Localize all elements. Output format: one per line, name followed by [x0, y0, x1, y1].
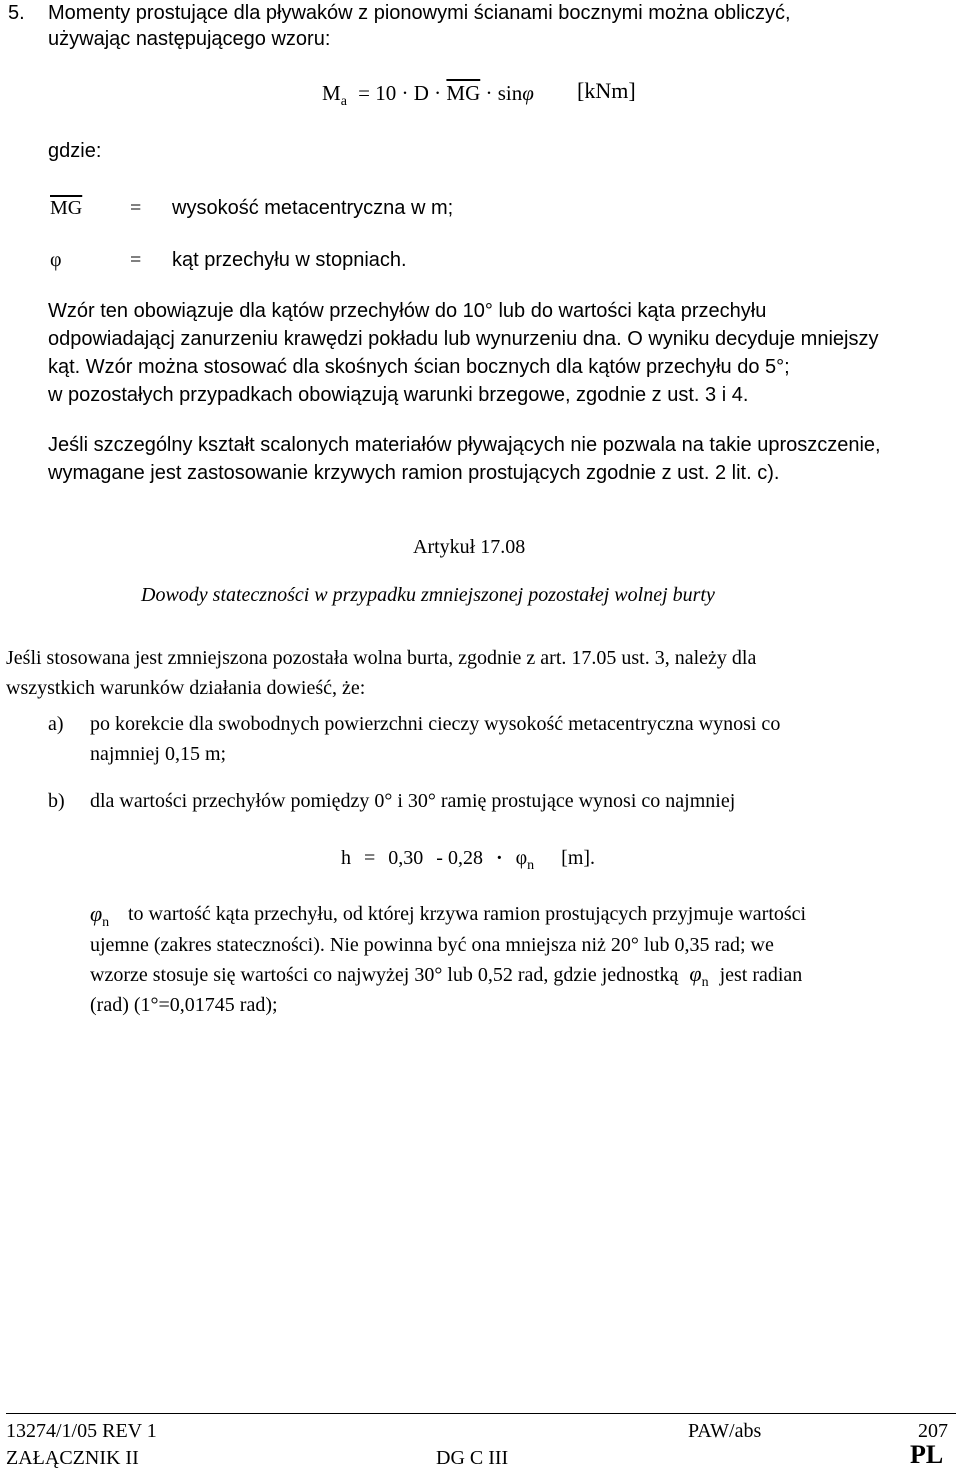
phi-inline-sub: n [701, 975, 709, 990]
item-line-1: Momenty prostujące dla pływaków z pionowymi ścianami bocznymi można obliczyć, [48, 2, 791, 24]
def-symbol-phi: φ [50, 249, 62, 271]
list-a-label: a) [48, 713, 64, 735]
phi-para-line-3-end: jest radian [719, 964, 803, 986]
formula2-h: h [341, 847, 351, 869]
intro-line-2: wszystkich warunków działania dowieść, że: [6, 677, 366, 699]
where-label: gdzie: [48, 140, 102, 162]
def-text-phi: kąt przechyłu w stopniach. [172, 249, 407, 271]
formula2-phi: φ [515, 847, 528, 869]
formula-phi: φ [522, 81, 534, 105]
list-a-line-2: najmniej 0,15 m; [90, 743, 227, 765]
formula-lhs-sub: a [340, 94, 347, 109]
para2-line-1: Jeśli szczególny kształt scalonych materiałów pływających nie pozwala na takie uproszczenie, [48, 434, 881, 456]
formula-rest: · sin [485, 81, 523, 105]
article-subtitle: Dowody stateczności w przypadku zmniejszonej pozostałej wolnej burty [141, 584, 715, 606]
para1-line-1: Wzór ten obowiązuje dla kątów przechyłów do 10° lub do wartości kąta przechyłu [48, 300, 767, 322]
phi-para-symbol [90, 899, 109, 929]
formula2-eq: = [364, 847, 376, 869]
list-b-label: b) [48, 790, 65, 812]
phi-para-line-3 [90, 959, 802, 990]
list-a-line-1: po korekcie dla swobodnych powierzchni cieczy wysokość metacentryczna wynosi co [90, 713, 781, 735]
phi-inline-symbol: φ [689, 961, 702, 986]
formula-h [341, 843, 595, 873]
formula2-dot: · [495, 847, 503, 869]
para1-line-2: odpowiadającj zanurzeniu krawędzi pokładu lub wynurzeniu dna. O wyniku decyduje mniejszy [48, 328, 879, 350]
phi-para-line-3-text: wzorze stosuje się wartości co najwyżej 30° lub 0,52 rad, gdzie jednostką [90, 964, 679, 986]
formula-mg: $\overline{MG}$ [446, 81, 481, 105]
phi-para-line-2: ujemne (zakres stateczności). Nie powinna być ona mniejsza niż 20° lub 0,35 rad; we [90, 934, 774, 956]
intro-line-1: Jeśli stosowana jest zmniejszona pozostała wolna burta, zgodnie z art. 17.05 ust. 3, należy dla [6, 647, 757, 669]
formula-moment [322, 78, 534, 108]
def-text-mg: wysokość metacentryczna w m; [172, 197, 454, 219]
formula2-v2: 0,28 [447, 847, 483, 869]
formula2-v1: 0,30 [388, 847, 424, 869]
list-b-line-1: dla wartości przechyłów pomiędzy 0° i 30° ramię prostujące wynosi co najmniej [90, 790, 736, 812]
formula-eq: = 10 · D · [358, 81, 442, 105]
item-line-2: używając następującego wzoru: [48, 28, 331, 50]
footer-annex: ZAŁĄCZNIK II [6, 1447, 139, 1469]
formula2-minus: - [436, 847, 443, 869]
para1-line-3: kąt. Wzór można stosować dla skośnych ścian bocznych dla kątów przechyłu do 5°; [48, 356, 790, 378]
para2-line-2: wymagane jest zastosowanie krzywych ramion prostujących zgodnie z ust. 2 lit. c). [48, 462, 780, 484]
phi-symbol-sub: n [102, 915, 110, 930]
footer-lang: PL [910, 1440, 944, 1469]
formula2-sub: n [527, 858, 535, 873]
article-title: Artykuł 17.08 [413, 536, 526, 558]
para1-line-4: w pozostałych przypadkach obowiązują warunki brzegowe, zgodnie z ust. 3 i 4. [48, 384, 749, 406]
formula-unit: [kNm] [577, 78, 636, 103]
formula-lhs: M [322, 81, 341, 105]
phi-para-line-1: to wartość kąta przechyłu, od której krzywa ramion prostujących przyjmuje wartości [128, 903, 807, 925]
footer-divider [6, 1413, 956, 1414]
phi-symbol: φ [90, 901, 103, 926]
phi-para-line-4: (rad) (1°=0,01745 rad); [90, 994, 278, 1016]
footer-page: 207 [918, 1420, 948, 1442]
def-eq-mg: = [130, 197, 142, 219]
footer-author: PAW/abs [688, 1420, 762, 1442]
def-symbol-mg: $\overline{MG}$ [50, 197, 83, 219]
def-eq-phi: = [130, 249, 142, 271]
formula2-unit: [m]. [561, 847, 596, 869]
footer-doc-ref: 13274/1/05 REV 1 [6, 1420, 157, 1442]
item-number: 5. [8, 2, 25, 24]
footer-dg: DG C III [436, 1447, 509, 1469]
